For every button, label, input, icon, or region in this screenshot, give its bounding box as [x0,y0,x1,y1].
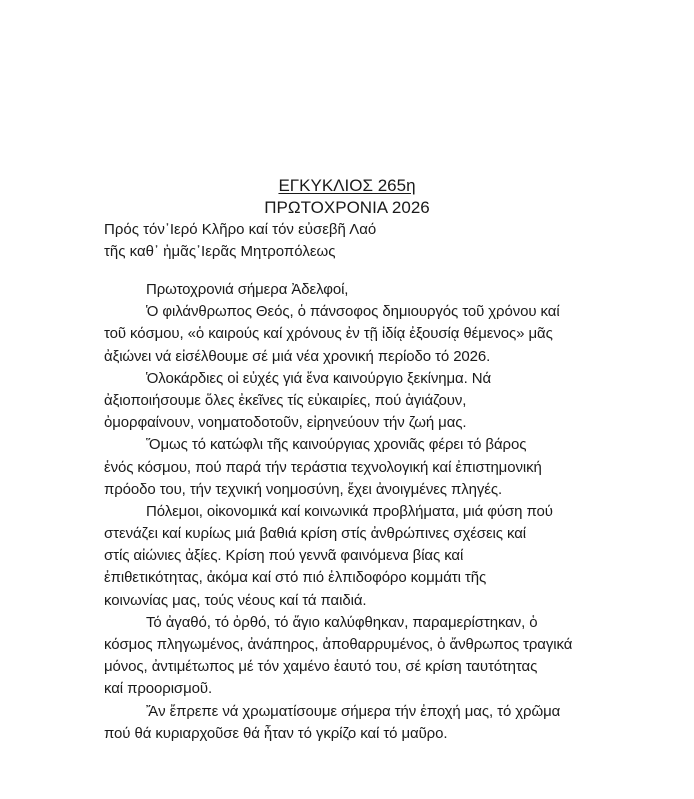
text-line: κόσμος πληγωμένος, ἀνάπηρος, ἀποθαρρυμένος, ὁ ἄνθρωπος τραγικά [104,636,573,653]
document-title: ΕΓΚΥΚΛΙΟΣ 265η [278,176,416,195]
text-line: Ὁ φιλάνθρωπος Θεός, ὁ πάνσοφος δημιουργός τοῦ χρόνου καί [146,303,560,321]
text-line: Πόλεμοι, οἰκονομικά καί κοινωνικά προβλήματα, μιά φύση πού [146,502,553,520]
text-line: Τό ἀγαθό, τό ὀρθό, τό ἅγιο καλύφθηκαν, παραμερίστηκαν, ὁ [146,613,538,631]
text-line: ἑνός κόσμου, πού παρά τήν τεράστια τεχνολογική καί ἐπιστημονική [104,458,542,476]
text-line: Ὅμως τό κατώφλι τῆς καινούργιας χρονιᾶς φέρει τό βάρος [146,436,527,454]
text-line: κοινωνίας μας, τούς νέους καί τά παιδιά. [104,591,367,609]
text-line: στενάζει καί κυρίως μιά βαθιά κρίση στίς ἀνθρώπινες σχέσεις καί [104,525,527,543]
salutation: Πρωτοχρονιά σήμερα Ἀδελφοί, [146,281,349,298]
address-line: τῆς καθ᾿ ἡμᾶς᾿Ιερᾶς Μητροπόλεως [104,243,336,260]
text-line: καί προορισμοῦ. [104,680,213,698]
text-line: ὀμορφαίνουν, νοηματοδοτοῦν, εἰρηνεύουν τήν ζωή μας. [104,414,467,432]
text-line: ἀξιοποιήσουμε ὅλες ἐκεῖνες τίς εὐκαιρίες, πού ἁγιάζουν, [104,391,467,409]
text-line: στίς αἰώνιες ἀξίες. Κρίση πού γεννᾶ φαινόμενα βίας καί [104,547,464,565]
text-line: τοῦ κόσμου, «ὁ καιρούς καί χρόνους ἐν τῇ ἰδίᾳ ἐξουσίᾳ θέμενος» μᾶς [104,325,553,343]
text-line: πού θά κυριαρχοῦσε θά ἦταν τό γκρίζο καί τό μαῦρο. [104,724,448,742]
address-line: Πρός τόν᾿Ιερό Κλῆρο καί τόν εὐσεβῆ Λαό [104,221,377,238]
text-line: μόνος, ἀντιμέτωπος μέ τόν χαμένο ἑαυτό του, σέ κρίση ταυτότητας [104,658,538,676]
letter-body [104,279,599,745]
text-line: ἀξιώνει νά εἰσέλθουμε σέ μιά νέα χρονική περίοδο τό 2026. [104,347,491,365]
text-line: Ἄν ἔπρεπε νά χρωματίσουμε σήμερα τήν ἐποχή μας, τό χρῶμα [146,702,561,720]
text-line: Ὁλοκάρδιες οἱ εὐχές γιά ἕνα καινούργιο ξεκίνημα. Νά [146,369,492,387]
document-subtitle: ΠΡΩΤΟΧΡΟΝΙΑ 2026 [264,198,430,217]
text-line: ἐπιθετικότητας, ἀκόμα καί στό πιό ἐλπιδοφόρο κομμάτι τῆς [104,569,487,587]
text-line: πρόοδο του, τήν τεχνική νοημοσύνη, ἔχει ἀνοιγμένες πληγές. [104,480,503,498]
